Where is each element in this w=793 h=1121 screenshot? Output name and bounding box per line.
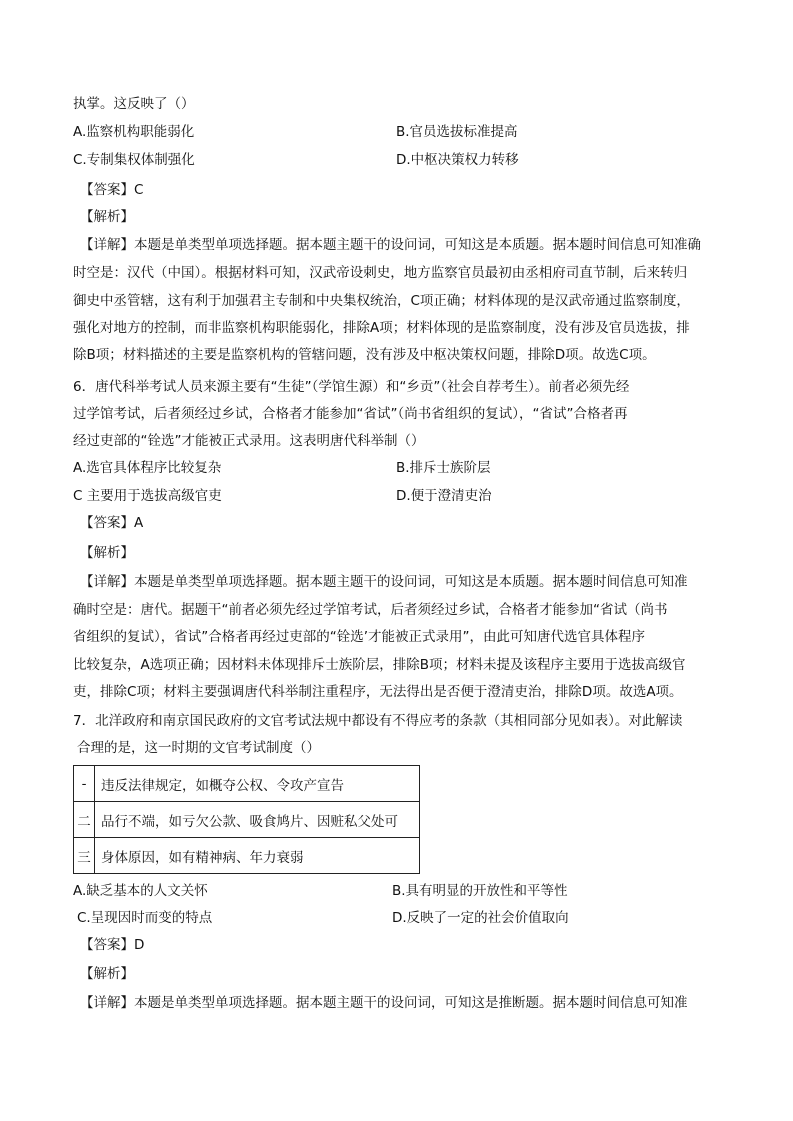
q7-detail-line: 【详解】本题是单类型单项选择题。据本题主题干的设问词，可知这是推断题。据本题时间信息可知准 xyxy=(80,995,688,1011)
table-cell-num: - xyxy=(74,766,95,802)
q6-detail-line: 【详解】本题是单类型单项选择题。据本题主题干的设问词，可知这是本质题。据本题时间信息可知准 xyxy=(80,574,688,590)
q7-option-c: C.呈现因时而变的特点 xyxy=(77,910,213,926)
q5-option-d: D.中枢决策权力转移 xyxy=(396,152,519,168)
q6-detail-line: 确时空是：唐代。据题干“前者必须先经过学馆考试，后者须经过乡试，合格者才能参加“省试（尚书 xyxy=(73,602,668,618)
q6-stem-line: 过学馆考试，后者须经过乡试，合格者才能参加“省试”（尚书省组织的复试），“省试”合格者再 xyxy=(73,406,628,422)
q6-detail-line: 省组织的复试），省试”合格者再经过吏部的“铨选’才能被正式录用”，由此可知唐代选官具体程序 xyxy=(73,629,646,645)
q5-option-a: A.监察机构职能弱化 xyxy=(73,124,195,140)
table-cell-num: 三 xyxy=(74,838,95,874)
q7-stem-line: 合理的是，这一时期的文官考试制度（） xyxy=(77,740,320,756)
q7-analysis-label: 【解析】 xyxy=(80,966,134,982)
q7-option-b: B.具有明显的开放性和平等性 xyxy=(392,883,568,899)
q7-option-d: D.反映了一定的社会价值取向 xyxy=(392,910,569,926)
q7-stem-line: 7．北洋政府和南京国民政府的文官考试法规中都设有不得应考的条款（其相同部分见如表）。对此解读 xyxy=(73,713,683,729)
table-cell-text: 身体原因，如有精神病、年力衰弱 xyxy=(95,838,420,874)
q7-table xyxy=(73,765,420,874)
table-row xyxy=(74,766,420,802)
table-row xyxy=(74,802,420,838)
table-cell-text: 违反法律规定，如概夺公权、令攻产宣告 xyxy=(95,766,420,802)
q5-option-c: C.专制集权体制强化 xyxy=(73,152,195,168)
q5-option-b: B.官员选拔标准提高 xyxy=(396,124,518,140)
q6-option-b: B.排斥士族阶层 xyxy=(396,460,491,476)
q6-analysis-label: 【解析】 xyxy=(80,545,134,561)
q5-detail-line: 除B项；材料描述的主要是监察机构的管辖问题，没有涉及中枢决策权问题，排除D项。故选C项。 xyxy=(73,347,656,363)
q7-answer: 【答案】D xyxy=(80,937,145,953)
table-cell-text: 品行不端，如亏欠公款、吸食鸠片、因赃私父处可 xyxy=(95,802,420,838)
q5-analysis-label: 【解析】 xyxy=(80,209,134,225)
q6-stem-line: 经过吏部的“铨选”才能被正式录用。这表明唐代科举制（） xyxy=(73,433,425,449)
q5-detail-line: 御史中丞管辖，这有利于加强君主专制和中央集权统治，C项正确；材料体现的是汉武帝通过监察制度， xyxy=(73,293,690,309)
q6-detail-line: 吏，排除C项；材料主要强调唐代科举制注重程序，无法得出是否便于澄清吏治，排除D项。故选A项。 xyxy=(73,684,683,700)
q5-detail-line: 【详解】本题是单类型单项选择题。据本题主题干的设问词，可知这是本质题。据本题时间信息可知准确 xyxy=(80,237,701,253)
q6-option-a: A.选官具体程序比较复杂 xyxy=(73,460,222,476)
q6-option-d: D.便于澄清吏治 xyxy=(396,488,492,504)
q5-answer: 【答案】C xyxy=(80,182,144,198)
q6-stem-line: 6．唐代科举考试人员来源主要有“生徒”（学馆生源）和“乡贡”（社会自荐考生）。前者必须先经 xyxy=(73,379,630,395)
q5-detail-line: 强化对地方的控制，而非监察机构职能弱化，排除A项；材料体现的是监察制度，没有涉及官员选拔，排 xyxy=(73,320,690,336)
q5-stem: 执掌。这反映了（） xyxy=(73,96,195,112)
table-row xyxy=(74,838,420,874)
q5-detail-line: 时空是：汉代（中国）。根据材料可知，汉武帝设刺史，地方监察官员最初由丞相府司直节制，后来转归 xyxy=(73,265,688,281)
q7-option-a: A.缺乏基本的人文关怀 xyxy=(73,883,208,899)
q6-answer: 【答案】A xyxy=(80,515,144,531)
table-cell-num: 二 xyxy=(74,802,95,838)
q6-option-c: C 主要用于选拔高级官吏 xyxy=(73,488,222,504)
q6-detail-line: 比较复杂，A选项正确；因材料未体现排斥士族阶层，排除B项；材料未提及该程序主要用于选拔高级官 xyxy=(73,657,686,673)
